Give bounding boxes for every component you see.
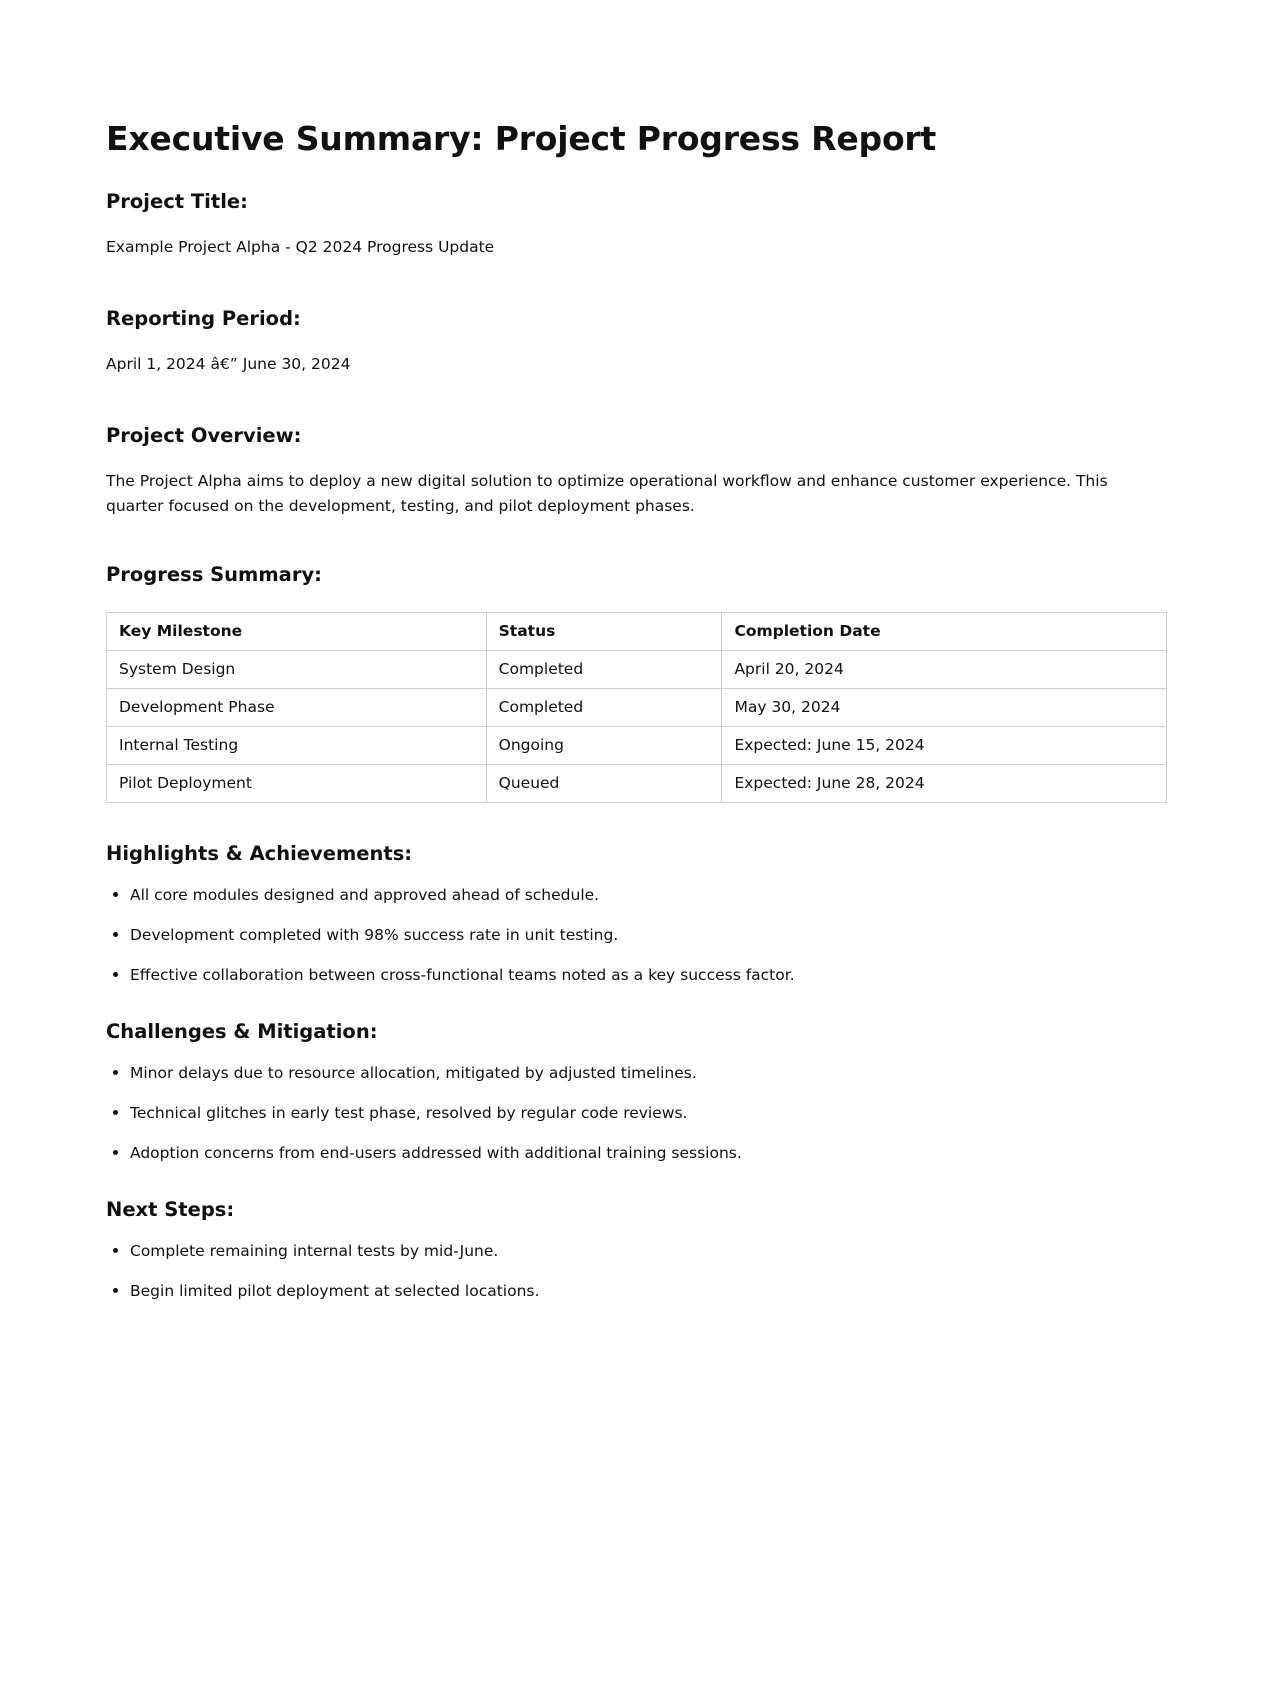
status-cell: Queued [486,765,722,803]
table-row [107,689,1167,727]
section-project-overview [106,423,1157,519]
table-row [107,765,1167,803]
section-project-title [106,189,1157,260]
list-item: • Development completed with 98% success rate in unit testing. [130,923,1157,947]
page-title: Executive Summary: Project Progress Report [106,119,937,158]
status-cell: Ongoing [486,727,722,765]
section-progress-summary [106,562,1157,803]
highlights-list [106,883,1157,987]
table-row [107,651,1167,689]
list-item: • Adoption concerns from end-users addressed with additional training sessions. [130,1141,1157,1165]
completion-date-cell: Expected: June 15, 2024 [722,727,1167,765]
list-item: • Effective collaboration between cross-functional teams noted as a key success factor. [130,963,1157,987]
project-title-heading: Project Title: [106,190,248,213]
highlights-heading: Highlights & Achievements: [106,842,413,865]
challenges-heading: Challenges & Mitigation: [106,1020,378,1043]
milestone-cell: Development Phase [107,689,487,727]
next-steps-heading: Next Steps: [106,1198,235,1221]
list-item: • All core modules designed and approved ahead of schedule. [130,883,1157,907]
challenges-list [106,1061,1157,1165]
milestone-cell: System Design [107,651,487,689]
table-header-row [107,613,1167,651]
project-overview-heading: Project Overview: [106,424,302,447]
column-header-completion-date: Completion Date [722,613,1167,651]
progress-summary-heading: Progress Summary: [106,563,322,586]
milestone-cell: Internal Testing [107,727,487,765]
table-row [107,727,1167,765]
completion-date-cell: May 30, 2024 [722,689,1167,727]
status-cell: Completed [486,689,722,727]
milestone-table [106,612,1167,803]
column-header-milestone: Key Milestone [107,613,487,651]
column-header-status: Status [486,613,722,651]
section-challenges [106,1019,1157,1165]
list-item: • Minor delays due to resource allocation, mitigated by adjusted timelines. [130,1061,1157,1085]
project-overview-text: The Project Alpha aims to deploy a new digital solution to optimize operational workflow and enhance customer experience. This quarter focused on the development, testing, and pilot deployment phases. [106,472,1108,515]
status-cell: Completed [486,651,722,689]
reporting-period-text: April 1, 2024 â€” June 30, 2024 [106,355,351,373]
section-next-steps [106,1197,1157,1303]
list-item: • Technical glitches in early test phase, resolved by regular code reviews. [130,1101,1157,1125]
section-highlights [106,841,1157,987]
project-title-text: Example Project Alpha - Q2 2024 Progress Update [106,238,495,256]
reporting-period-heading: Reporting Period: [106,307,301,330]
completion-date-cell: Expected: June 28, 2024 [722,765,1167,803]
list-item: • Complete remaining internal tests by mid-June. [130,1239,1157,1263]
next-steps-list [106,1239,1157,1303]
list-item: • Begin limited pilot deployment at selected locations. [130,1279,1157,1303]
completion-date-cell: April 20, 2024 [722,651,1167,689]
milestone-cell: Pilot Deployment [107,765,487,803]
section-reporting-period [106,306,1157,377]
